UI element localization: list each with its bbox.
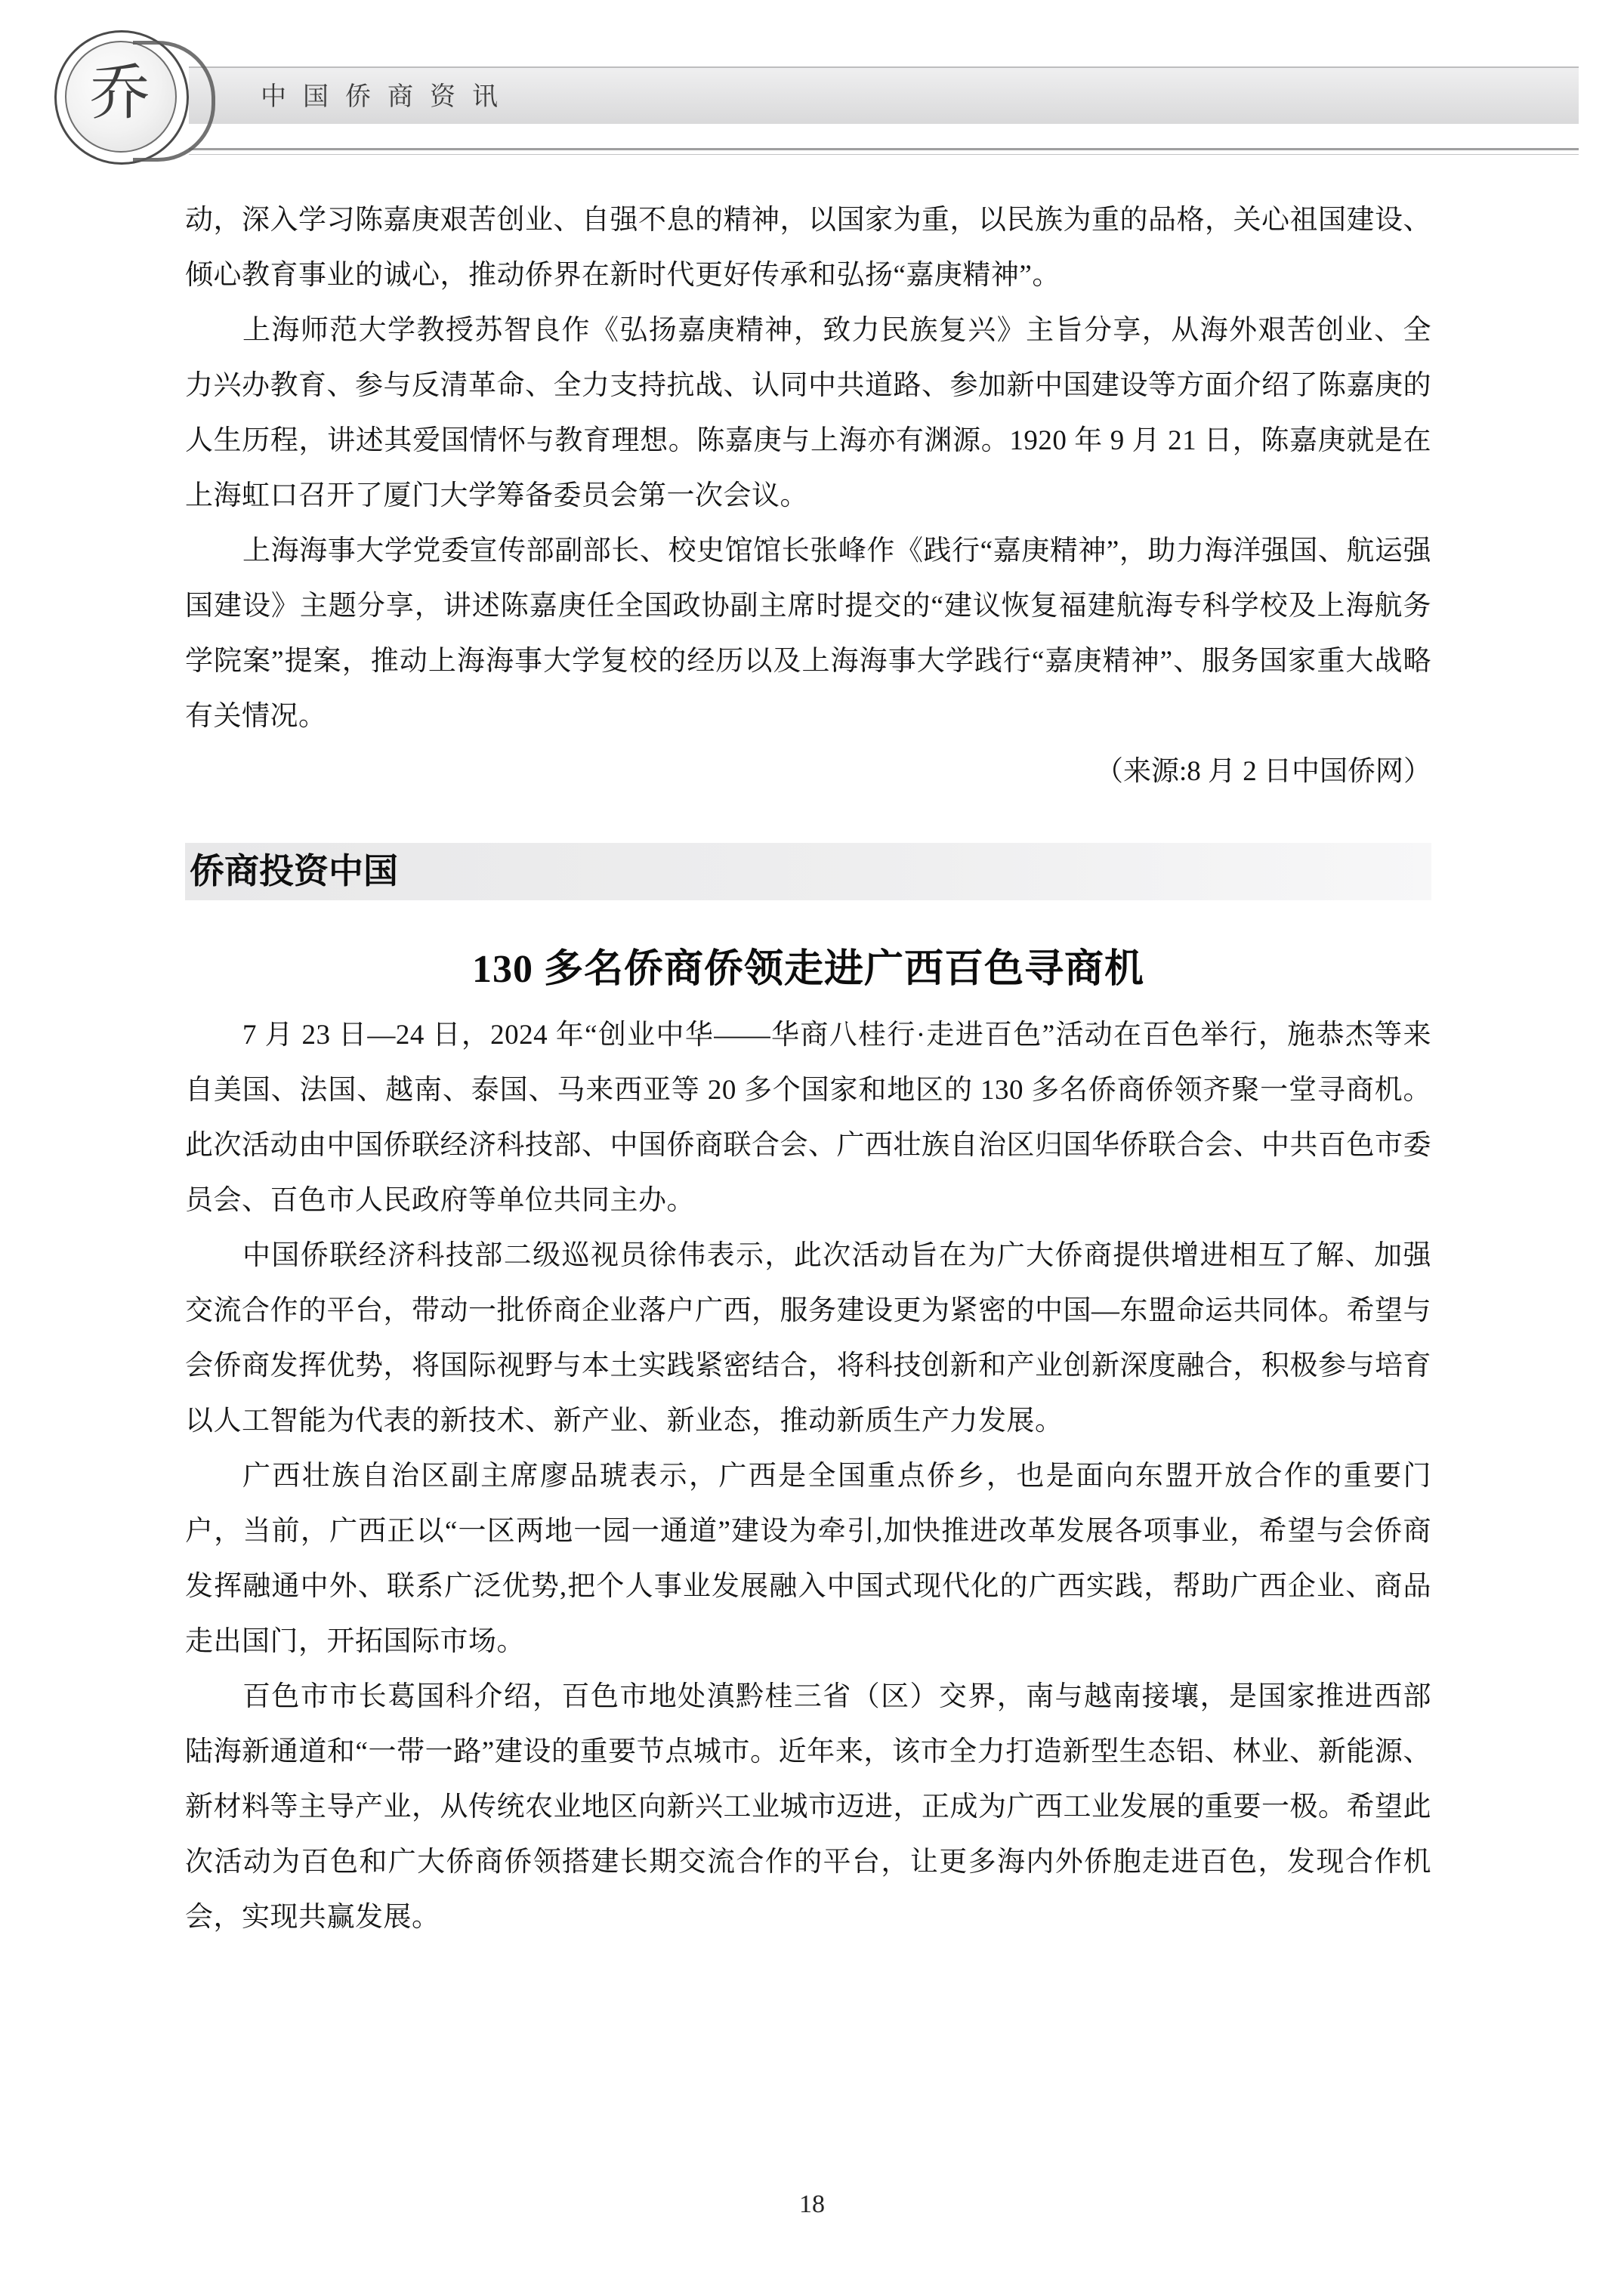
article-source: （来源:8 月 2 日中国侨网） <box>1095 756 1431 787</box>
page-header <box>0 0 1624 174</box>
article-headline: 130 多名侨商侨领走进广西百色寻商机 <box>471 948 1144 991</box>
page-number: 18 <box>799 2190 825 2218</box>
page-content <box>185 193 1431 1945</box>
running-title: 中国侨商资讯 <box>261 82 514 111</box>
article-paragraph: 广西壮族自治区副主席廖品琥表示，广西是全国重点侨乡，也是面向东盟开放合作的重要门户，当前，广西正以“一区两地一园一通道”建设为牵引,加快推进改革发展各项事业，希望与会侨商发挥融通中外、联系广泛优势,把个人事业发展融入中国式现代化的广西实践，帮助广西企业、商品走出国门，开拓国际市场。 <box>185 1461 1431 1657</box>
article-paragraph: 中国侨联经济科技部二级巡视员徐伟表示，此次活动旨在为广大侨商提供增进相互了解、加强交流合作的平台，带动一批侨商企业落户广西，服务建设更为紧密的中国—东盟命运共同体。希望与会侨商发挥优势，将国际视野与本土实践紧密结合，将科技创新和产业创新深度融合，积极参与培育以人工智能为代表的新技术、新产业、新业态，推动新质生产力发展。 <box>185 1240 1431 1437</box>
header-rule-thin <box>189 154 1579 155</box>
paragraph: 上海师范大学教授苏智良作《弘扬嘉庚精神，致力民族复兴》主旨分享，从海外艰苦创业、全力兴办教育、参与反清革命、全力支持抗战、认同中共道路、参加新中国建设等方面介绍了陈嘉庚的人生历程，讲述其爱国情怀与教育理想。陈嘉庚与上海亦有渊源。1920 年 9 月 21 日，陈嘉庚就是在上海虹口召开了厦门大学筹备委员会第一次会议。 <box>185 315 1431 511</box>
article-paragraph: 7 月 23 日—24 日，2024 年“创业中华——华商八桂行·走进百色”活动在百色举行，施恭杰等来自美国、法国、越南、泰国、马来西亚等 20 多个国家和地区的 130 多名侨商侨领齐聚一堂寻商机。此次活动由中国侨联经济科技部、中国侨商联合会、广西壮族自治区归国华侨联合会、中共百色市委员会、百色市人民政府等单位共同主办。 <box>185 1020 1431 1216</box>
section-title: 侨商投资中国 <box>190 852 398 890</box>
organization-emblem-icon <box>54 30 213 162</box>
paragraph: 上海海事大学党委宣传部副部长、校史馆馆长张峰作《践行“嘉庚精神”，助力海洋强国、航运强国建设》主题分享，讲述陈嘉庚任全国政协副主席时提交的“建议恢复福建航海专科学校及上海航务学院案”提案，推动上海海事大学复校的经历以及上海海事大学践行“嘉庚精神”、服务国家重大战略有关情况。 <box>185 535 1431 732</box>
article-paragraph: 百色市市长葛国科介绍，百色市地处滇黔桂三省（区）交界，南与越南接壤，是国家推进西部陆海新通道和“一带一路”建设的重要节点城市。近年来，该市全力打造新型生态铝、林业、新能源、新材料等主导产业，从传统农业地区向新兴工业城市迈进，正成为广西工业发展的重要一极。希望此次活动为百色和广大侨商侨领搭建长期交流合作的平台，让更多海内外侨胞走进百色，发现合作机会，实现共赢发展。 <box>185 1681 1431 1933</box>
header-rule-thick <box>189 148 1579 150</box>
emblem-character: 乔 <box>90 60 150 127</box>
paragraph-continued: 动，深入学习陈嘉庚艰苦创业、自强不息的精神，以国家为重，以民族为重的品格，关心祖国建设、倾心教育事业的诚心，推动侨界在新时代更好传承和弘扬“嘉庚精神”。 <box>185 205 1431 291</box>
section-header-bar <box>185 843 1431 900</box>
